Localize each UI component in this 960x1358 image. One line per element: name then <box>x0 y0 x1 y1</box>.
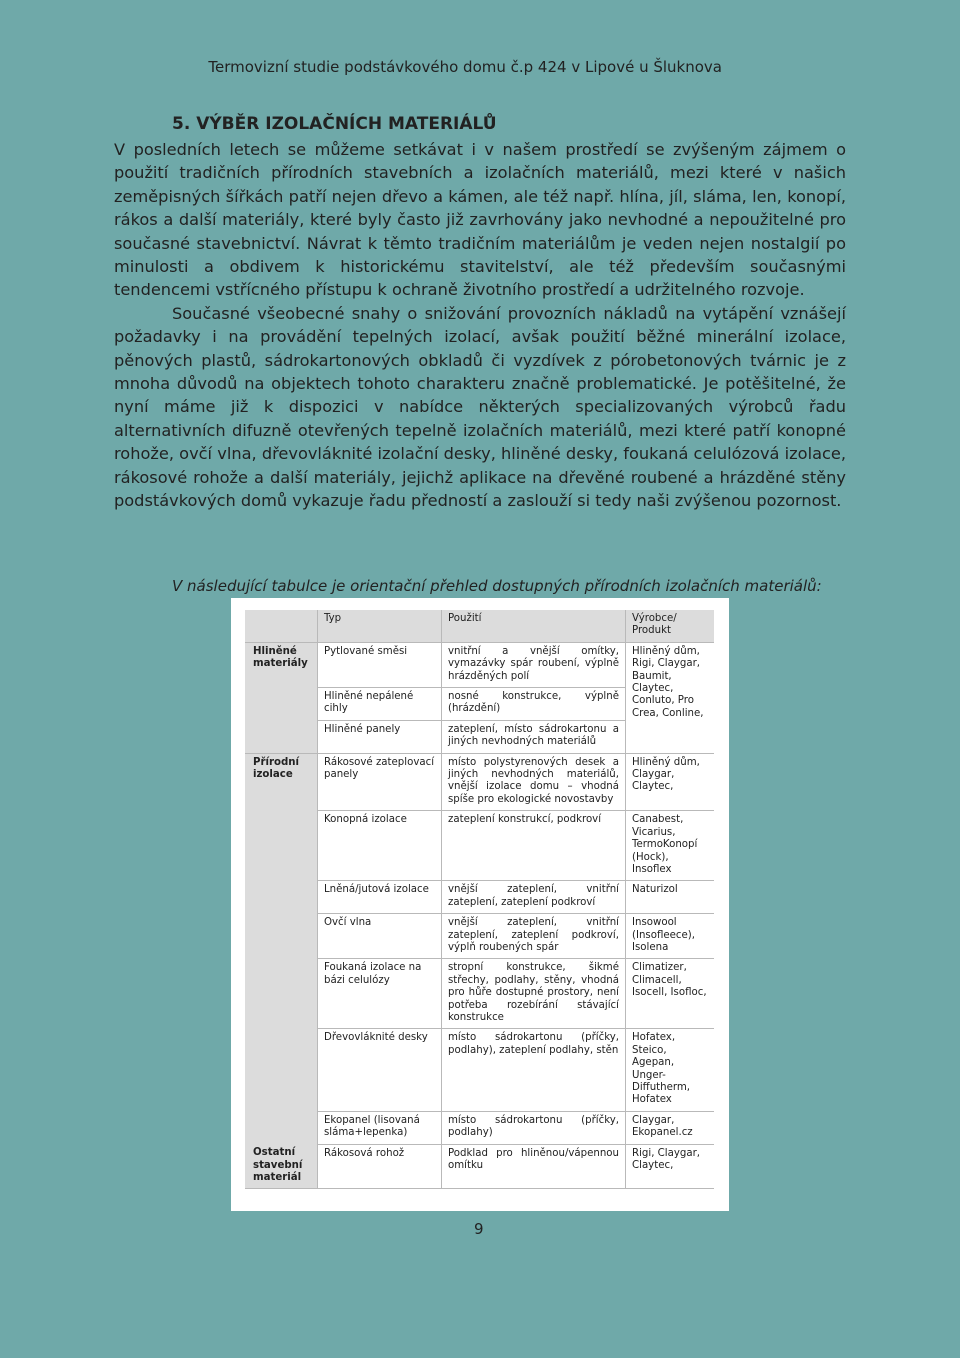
materials-table-image <box>231 598 729 1211</box>
table-row <box>245 642 714 687</box>
category-cell: Přírodní izolace <box>245 753 318 1144</box>
vyrobce-cell: Hliněný dům, Rigi, Claygar, Baumit, Claytec, Conluto, Pro Crea, Conline, <box>626 642 715 753</box>
paragraph-2: Současné všeobecné snahy o snižování provozních nákladů na vytápění vznášejí požadavky i na provádění tepelných izolací, avšak použití běžné minerální izolace, pěnových plastů, sádrokartonových obkladů či vyzdívek z pórobetonových tvárnic je z mnoha důvodů na objektech tohoto charakteru značně problematické. Je potěšitelné, že nyní máme již k dispozici v nabídce některých specializovaných výrobců řadu alternativních difuzně otevřených tepelně izolačních materiálů, mezi které patří konopné rohože, ovčí vlna, dřevovláknité izolační desky, hliněné desky, foukaná celulózová izolace, rákosové rohože a další materiály, jejichž aplikace na dřevěné roubené a hrázděné stěny podstávkových domů vykazuje řadu předností a zaslouží si tedy naši zvýšenou pozornost. <box>114 303 846 511</box>
pouziti-cell: zateplení konstrukcí, podkroví <box>442 811 626 881</box>
typ-cell: Lněná/jutová izolace <box>318 881 442 914</box>
header-typ: Typ <box>318 610 442 642</box>
typ-cell: Pytlované směsi <box>318 642 442 687</box>
page-number: 9 <box>474 1220 484 1238</box>
table-row <box>245 753 714 811</box>
page-header: Termovizní studie podstávkového domu č.p 424 v Lipové u Šluknova <box>208 58 722 76</box>
pouziti-cell: nosné konstrukce, výplně (hrázdění) <box>442 688 626 721</box>
pouziti-cell: zateplení, místo sádrokartonu a jiných nevhodných materiálů <box>442 720 626 753</box>
pouziti-cell: vnější zateplení, vnitřní zateplení, zateplení podkroví <box>442 881 626 914</box>
body-text <box>114 138 846 513</box>
table-caption: V následující tabulce je orientační přehled dostupných přírodních izolačních materiálů: <box>172 577 822 595</box>
typ-cell: Ekopanel (lisovaná sláma+lepenka) <box>318 1111 442 1144</box>
header-vyrobce: Výrobce/ Produkt <box>626 610 715 642</box>
vyrobce-cell: Naturizol <box>626 881 715 914</box>
vyrobce-cell: Climatizer, Climacell, Isocell, Isofloc, <box>626 959 715 1029</box>
header-pouziti: Použití <box>442 610 626 642</box>
typ-cell: Foukaná izolace na bázi celulózy <box>318 959 442 1029</box>
pouziti-cell: Podklad pro hliněnou/vápennou omítku <box>442 1144 626 1189</box>
pouziti-cell: místo sádrokartonu (příčky, podlahy) <box>442 1111 626 1144</box>
typ-cell: Hliněné panely <box>318 720 442 753</box>
vyrobce-cell: Rigi, Claygar, Claytec, <box>626 1144 715 1189</box>
category-cell: Ostatní stavební materiál <box>245 1144 318 1189</box>
category-cell: Hliněné materiály <box>245 642 318 753</box>
typ-cell: Ovčí vlna <box>318 914 442 959</box>
header-category <box>245 610 318 642</box>
pouziti-cell: vnější zateplení, vnitřní zateplení, zateplení podkroví, výplň roubených spár <box>442 914 626 959</box>
vyrobce-cell: Insowool (Insofleece), Isolena <box>626 914 715 959</box>
vyrobce-cell: Hliněný dům, Claygar, Claytec, <box>626 753 715 811</box>
vyrobce-cell: Hofatex, Steico, Agepan, Unger-Diffutherm, Hofatex <box>626 1029 715 1111</box>
materials-table <box>245 610 714 1189</box>
vyrobce-cell: Canabest, Vicarius, TermoKonopí (Hock), Insoflex <box>626 811 715 881</box>
table-header-row <box>245 610 714 642</box>
pouziti-cell: vnitřní a vnější omítky, vymazávky spár roubení, výplně hrázděných polí <box>442 642 626 687</box>
typ-cell: Dřevovláknité desky <box>318 1029 442 1111</box>
typ-cell: Hliněné nepálené cihly <box>318 688 442 721</box>
section-title: 5. VÝBĚR IZOLAČNÍCH MATERIÁLŮ <box>172 114 497 134</box>
typ-cell: Rákosová rohož <box>318 1144 442 1189</box>
pouziti-cell: místo sádrokartonu (příčky, podlahy), zateplení podlahy, stěn <box>442 1029 626 1111</box>
typ-cell: Konopná izolace <box>318 811 442 881</box>
paragraph-1: V posledních letech se můžeme setkávat i v našem prostředí se zvýšeným zájmem o použití tradičních přírodních stavebních a izolačních materiálů, mezi které v našich zeměpisných šířkách patří nejen dřevo a kámen, ale též např. hlína, jíl, sláma, len, konopí, rákos a další materiály, které byly často již zavrhovány jako nevhodné a nepoužitelné pro současné stavebnictví. Návrat k těmto tradičním materiálům je veden nejen nostalgií po minulosti a obdivem k historickému stavitelství, ale též především současnými tendencemi vstřícného přístupu k ochraně životního prostředí a udržitelného rozvoje. <box>114 140 846 300</box>
typ-cell: Rákosové zateplovací panely <box>318 753 442 811</box>
vyrobce-cell: Claygar, Ekopanel.cz <box>626 1111 715 1144</box>
pouziti-cell: místo polystyrenových desek a jiných nevhodných materiálů, vnější izolace domu – vhodná spíše pro ekologické novostavby <box>442 753 626 811</box>
pouziti-cell: stropní konstrukce, šikmé střechy, podlahy, stěny, vhodná pro hůře dostupné prostory, není potřeba rozebírání stávající konstrukce <box>442 959 626 1029</box>
table-row <box>245 1144 714 1189</box>
